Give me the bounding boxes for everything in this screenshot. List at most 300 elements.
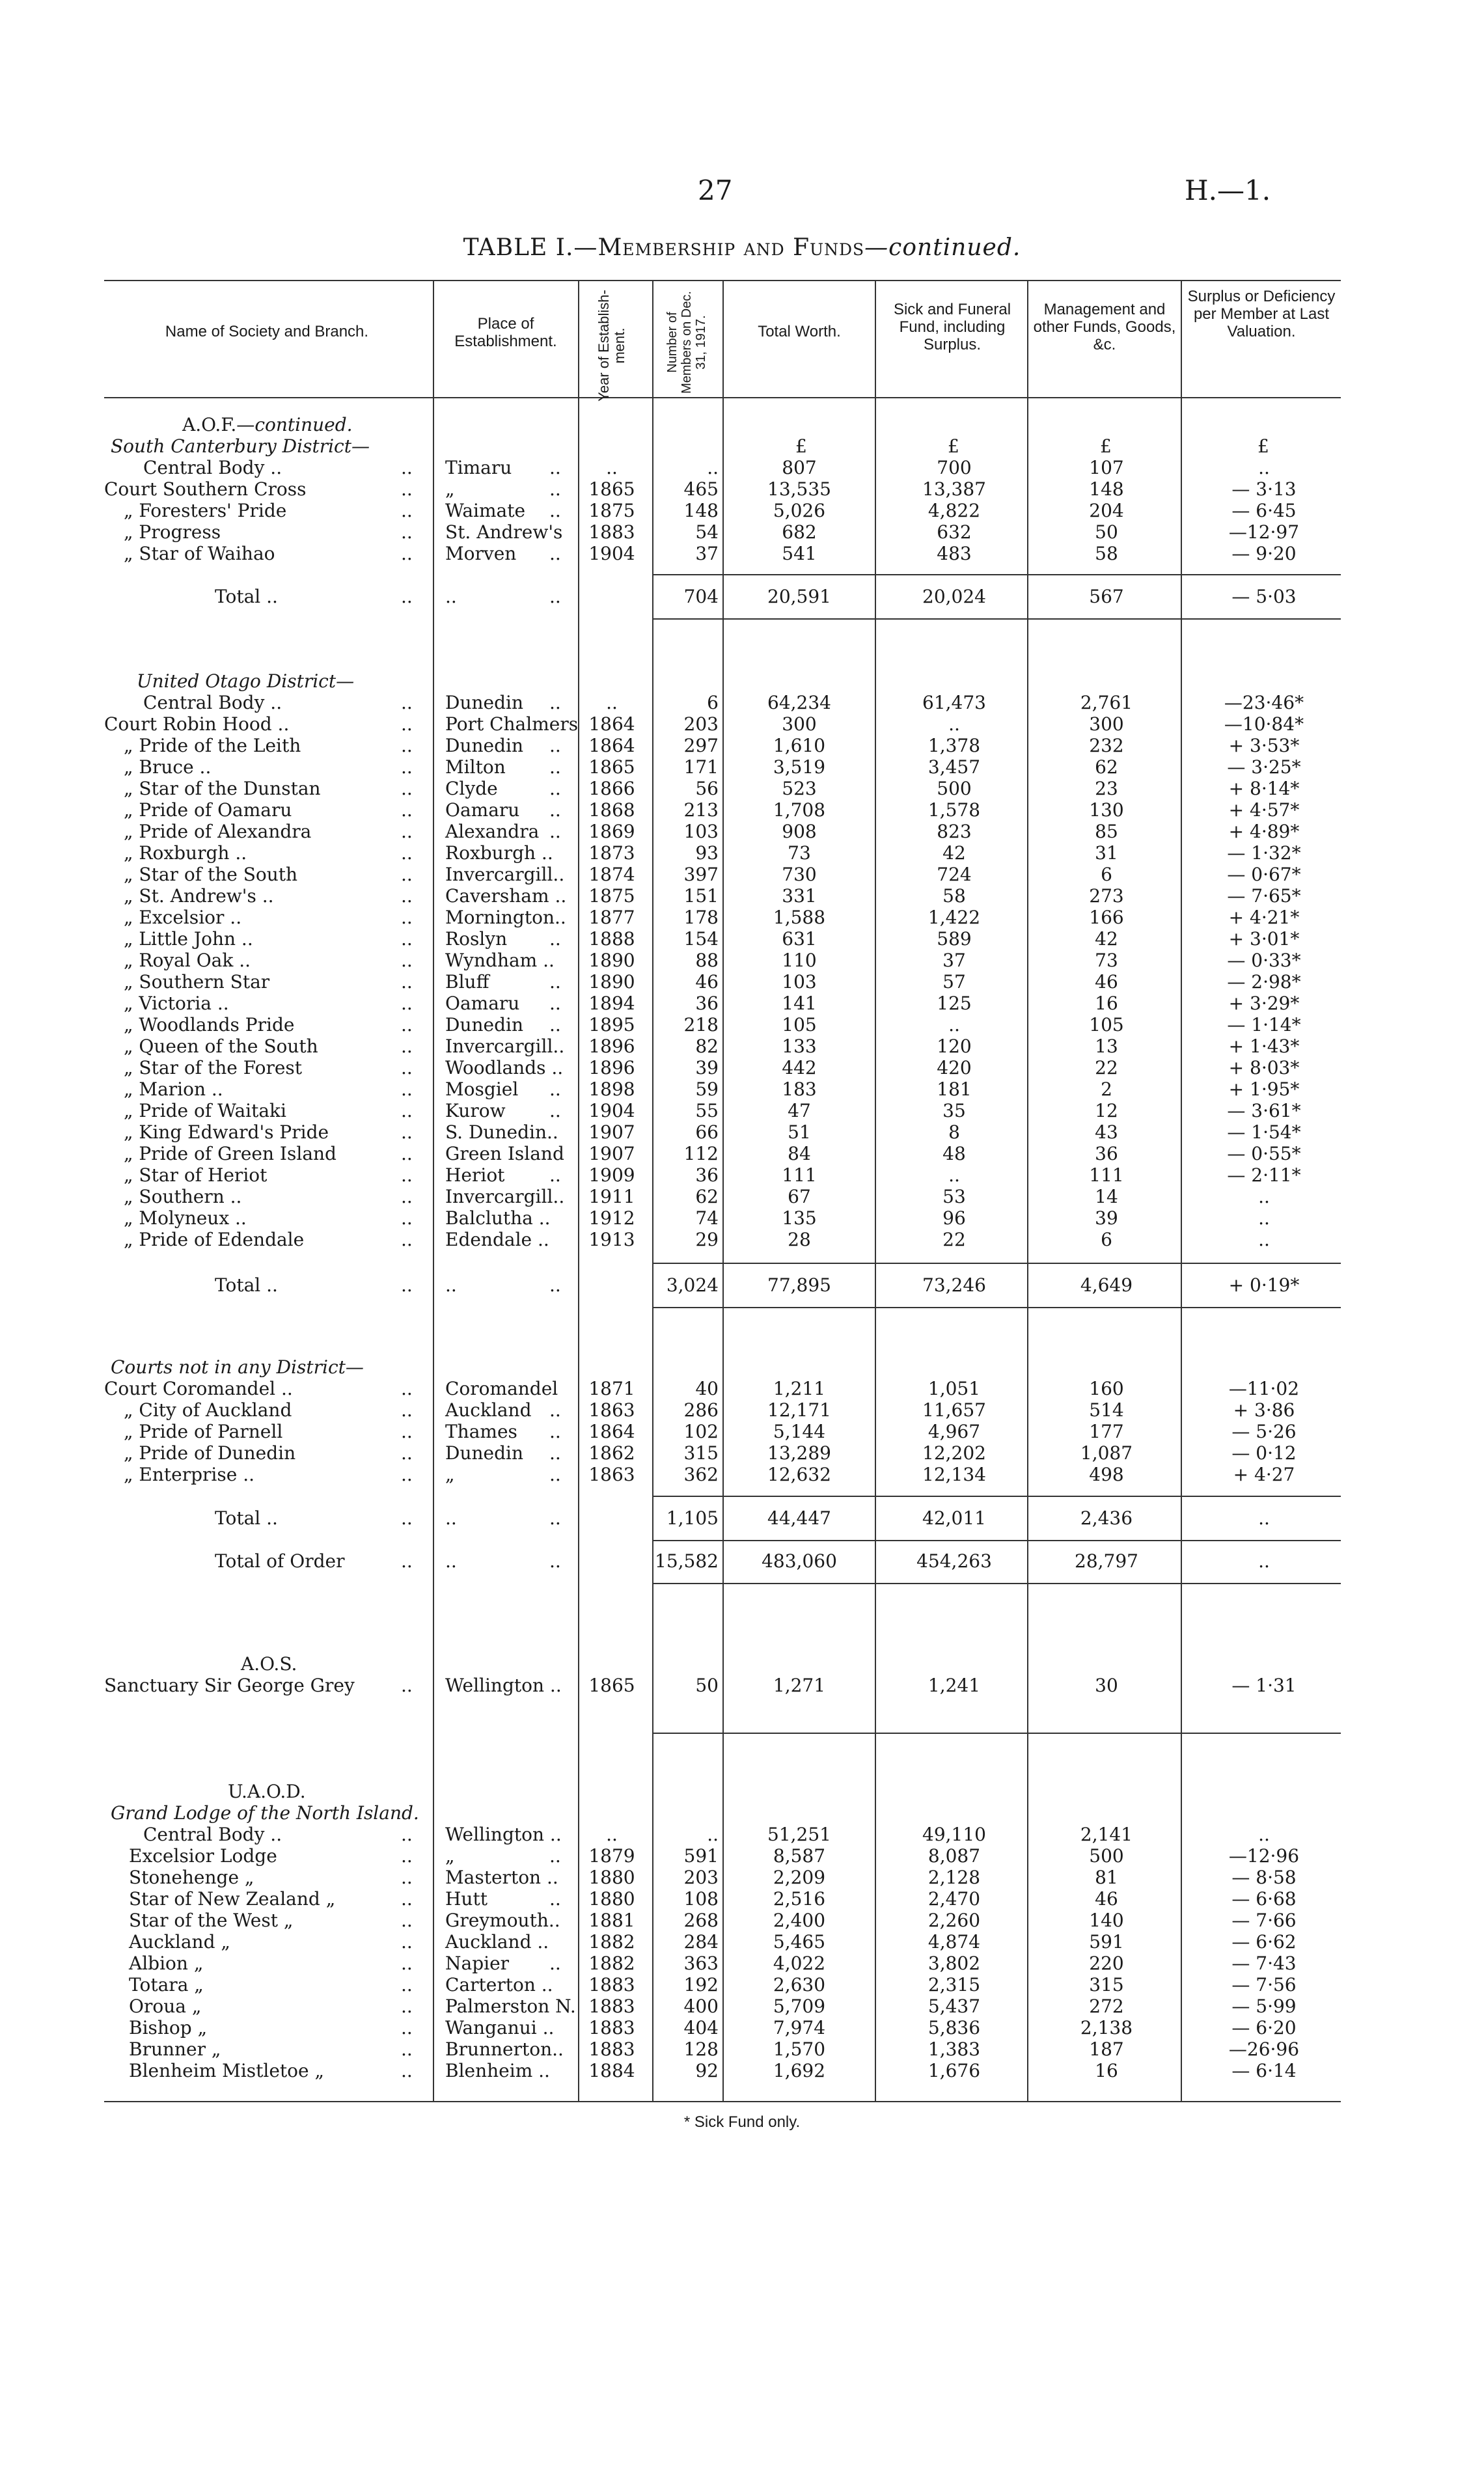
row-year: 1871 [588,1378,635,1399]
row-place-dots: .. [549,1845,561,1867]
row-management: 13 [1095,1036,1118,1057]
row-management: 107 [1089,457,1124,478]
row-name: „ Star of the Dunstan [124,778,321,799]
table-row [0,1464,1484,1485]
row-leader-dots: .. [401,928,413,950]
row-surplus: — 5·03 [1231,586,1297,607]
row-sick-fund: 4,822 [928,500,981,521]
total-rule-1 [653,574,1341,575]
row-total-worth: 133 [782,1036,817,1057]
row-management: 220 [1089,1953,1124,1974]
row-name: Central Body .. [143,692,282,713]
footnote: * Sick Fund only. [683,2113,801,2131]
row-place: Oamaru [445,799,520,821]
row-members: 192 [683,1974,719,1996]
row-total-worth: 631 [782,928,817,950]
row-name: „ Pride of Edendale [124,1229,305,1250]
row-total-worth: 103 [782,971,817,993]
row-leader-dots: .. [401,950,413,971]
row-management: 36 [1095,1143,1118,1164]
row-place-dots: .. [549,586,561,607]
table-row [0,1867,1484,1888]
row-place-dots: .. [549,778,561,799]
row-name: Sanctuary Sir George Grey [104,1675,355,1696]
row-place: .. [445,1507,457,1529]
row-leader-dots: .. [401,1421,413,1442]
row-sick-fund: 5,836 [928,2017,981,2038]
row-surplus: —23·46* [1224,692,1304,713]
table-row [0,1014,1484,1036]
row-place: Milton [445,756,506,778]
row-management: 16 [1095,993,1118,1014]
row-total-worth: 5,709 [773,1996,826,2017]
row-sick-fund: 2,315 [928,1974,981,1996]
row-leader-dots: .. [401,1036,413,1057]
row-surplus: — 7·43 [1231,1953,1297,1974]
row-year: 1883 [588,2017,635,2038]
row-total-worth: 1,692 [773,2060,826,2081]
row-year: 1911 [588,1186,635,1207]
row-name: „ Woodlands Pride [124,1014,295,1036]
row-total-worth: 110 [782,950,817,971]
table-row [0,1910,1484,1931]
row-place: Mornington.. [445,907,566,928]
row-leader-dots: .. [401,907,413,928]
row-surplus: + 4·89* [1228,821,1300,842]
row-year: 1874 [588,864,635,885]
row-sick-fund: 589 [937,928,972,950]
row-place: Thames [445,1421,517,1442]
row-year: 1896 [588,1057,635,1078]
row-leader-dots: .. [401,1888,413,1910]
row-place: .. [445,1550,457,1572]
row-members: 54 [695,521,719,543]
row-management: 58 [1095,543,1118,564]
row-name: Total .. [215,1274,278,1296]
row-leader-dots: .. [401,478,413,500]
row-sick-fund: 49,110 [922,1824,986,1845]
row-sick-fund: 57 [942,971,966,993]
table-row [0,1824,1484,1845]
table-row [0,1057,1484,1078]
row-year: 1898 [588,1078,635,1100]
row-name: „ Little John .. [124,928,253,950]
row-year: 1880 [588,1867,635,1888]
row-leader-dots: .. [401,1378,413,1399]
row-members: 363 [683,1953,719,1974]
row-year: 1865 [588,478,635,500]
row-place-dots: .. [549,478,561,500]
row-place: Auckland [445,1399,532,1421]
row-total-worth: 1,271 [773,1675,826,1696]
row-surplus: + 3·86 [1233,1399,1295,1421]
row-place: Wyndham .. [445,950,555,971]
row-surplus: — 6·20 [1231,2017,1297,2038]
row-members: 362 [683,1464,719,1485]
row-members: .. [707,1824,719,1845]
row-sick-fund: 12,202 [922,1442,986,1464]
row-place-dots: .. [549,1100,561,1121]
row-name: „ Marion .. [124,1078,223,1100]
total-rule-3b [653,1540,1341,1541]
row-management: 2 [1101,1078,1112,1100]
row-members: 178 [683,907,719,928]
row-members: 171 [683,756,719,778]
row-sick-fund: 823 [937,821,972,842]
row-name: Blenheim Mistletoe „ [129,2060,325,2081]
row-place: Brunnerton.. [445,2038,564,2060]
row-leader-dots: .. [401,1953,413,1974]
row-sick-fund: 96 [942,1207,966,1229]
row-members: 286 [683,1399,719,1421]
row-sick-fund: 42,011 [922,1507,986,1529]
row-place: Palmerston N. [445,1996,576,2017]
row-management: 130 [1089,799,1124,821]
row-place: „ [445,1845,455,1867]
row-total-worth: 541 [782,543,817,564]
row-year: 1866 [588,778,635,799]
row-name: „ Southern .. [124,1186,242,1207]
table-row [0,971,1484,993]
row-name: „ Molyneux .. [124,1207,247,1229]
row-name: „ Pride of Green Island [124,1143,337,1164]
table-row [0,778,1484,799]
row-place: Dunedin [445,692,523,713]
row-name: Albion „ [129,1953,204,1974]
row-surplus: — 8·58 [1231,1867,1297,1888]
row-name: „ Excelsior .. [124,907,242,928]
row-sick-fund: 724 [937,864,972,885]
row-place: Waimate [445,500,526,521]
row-total-worth: 12,171 [767,1399,831,1421]
row-name: „ Royal Oak .. [124,950,251,971]
row-sick-fund: 73,246 [922,1274,986,1296]
row-place: Edendale .. [445,1229,549,1250]
row-place: Hutt [445,1888,488,1910]
row-place: Oamaru [445,993,520,1014]
row-total-worth: 5,026 [773,500,826,521]
row-members: 203 [683,1867,719,1888]
row-members: 465 [683,478,719,500]
row-place-dots: .. [549,971,561,993]
row-name: „ Enterprise .. [124,1464,254,1485]
total-rule-2b [653,1307,1341,1308]
row-total-worth: 135 [782,1207,817,1229]
row-place: Port Chalmers [445,713,579,735]
row-sick-fund: 2,470 [928,1888,981,1910]
row-management: 514 [1089,1399,1124,1421]
row-sick-fund: 8 [948,1121,960,1143]
row-members: 268 [683,1910,719,1931]
row-total-worth: 300 [782,713,817,735]
row-surplus: —11·02 [1228,1378,1300,1399]
row-name: „ Pride of the Leith [124,735,301,756]
row-place: Wellington .. [445,1675,562,1696]
row-total-worth: 64,234 [767,692,831,713]
row-sick-fund: 4,874 [928,1931,981,1953]
row-year: 1888 [588,928,635,950]
row-management: 204 [1089,500,1124,521]
table-row [0,2060,1484,2081]
row-total-worth: 1,570 [773,2038,826,2060]
row-year: 1879 [588,1845,635,1867]
row-members: 6 [707,692,719,713]
row-surplus: — 2·11* [1227,1164,1301,1186]
row-year: 1863 [588,1399,635,1421]
row-place: Dunedin [445,1014,523,1036]
row-place: St. Andrew's [445,521,563,543]
row-sick-fund: .. [948,713,960,735]
table-row [0,543,1484,564]
table-row [0,1953,1484,1974]
row-members: 218 [683,1014,719,1036]
row-sick-fund: 1,378 [928,735,981,756]
row-members: 37 [695,543,719,564]
table-row [0,1121,1484,1143]
row-total-worth: 908 [782,821,817,842]
table-title-main: TABLE I.— [463,234,598,261]
row-name: „ Pride of Alexandra [124,821,312,842]
row-management: 85 [1095,821,1118,842]
row-leader-dots: .. [401,1078,413,1100]
row-members: 46 [695,971,719,993]
row-place: Dunedin [445,735,523,756]
row-leader-dots: .. [401,2017,413,2038]
row-leader-dots: .. [401,1274,413,1296]
row-management: 300 [1089,713,1124,735]
row-leader-dots: .. [401,1121,413,1143]
row-management: 1,087 [1080,1442,1133,1464]
row-leader-dots: .. [401,821,413,842]
row-name: „ Star of Waihao [124,543,275,564]
row-members: 284 [683,1931,719,1953]
row-surplus: —12·97 [1228,521,1300,543]
row-name: „ Roxburgh .. [124,842,247,864]
row-leader-dots: .. [401,1675,413,1696]
row-surplus: .. [1258,1186,1270,1207]
row-place: Timaru [445,457,512,478]
table-row [0,2038,1484,2060]
row-leader-dots: .. [401,1464,413,1485]
table-row [0,735,1484,756]
row-sick-fund: 700 [937,457,972,478]
row-management: 22 [1095,1057,1118,1078]
row-surplus: .. [1258,1824,1270,1845]
row-surplus: — 1·31 [1231,1675,1297,1696]
row-name: Stonehenge „ [129,1867,254,1888]
row-place: Bluff [445,971,489,993]
row-name: Central Body .. [143,1824,282,1845]
row-name: Totara „ [129,1974,204,1996]
row-sick-fund: 1,676 [928,2060,981,2081]
row-total-worth: 84 [788,1143,811,1164]
row-year: 1883 [588,1974,635,1996]
row-members: 39 [695,1057,719,1078]
row-sick-fund: 1,051 [928,1378,981,1399]
row-sick-fund: .. [948,1164,960,1186]
row-place: Coromandel [445,1378,558,1399]
row-year: 1865 [588,756,635,778]
row-surplus: — 5·99 [1231,1996,1297,2017]
row-surplus: + 3·01* [1228,928,1300,950]
col-header-sick-fund: Sick and Funeral Fund, including Surplus. [893,301,1011,353]
row-surplus: + 3·29* [1228,993,1300,1014]
row-leader-dots: .. [401,1974,413,1996]
col-header-surplus: Surplus or Deficiency per Member at Last Valuation. [1187,288,1336,340]
row-surplus: — 6·68 [1231,1888,1297,1910]
row-place: „ [445,1464,455,1485]
row-total-worth: 183 [782,1078,817,1100]
row-name: „ Star of the South [124,864,298,885]
row-management: 2,141 [1080,1824,1133,1845]
row-surplus: .. [1258,1550,1270,1572]
row-total-worth: 483,060 [762,1550,837,1572]
row-total-worth: 5,465 [773,1931,826,1953]
row-total-worth: 13,535 [767,478,831,500]
row-leader-dots: .. [401,1845,413,1867]
row-place-dots: .. [549,799,561,821]
row-total-worth: 807 [782,457,817,478]
row-place: Wellington .. [445,1824,562,1845]
row-leader-dots: .. [401,1442,413,1464]
row-name: „ Star of the Forest [124,1057,303,1078]
row-management: 2,138 [1080,2017,1133,2038]
row-name: „ Star of Heriot [124,1164,268,1186]
row-members: 103 [683,821,719,842]
row-place: Woodlands .. [445,1057,564,1078]
row-surplus: + 4·21* [1228,907,1300,928]
row-management: 4,649 [1080,1274,1133,1296]
row-sick-fund: 12,134 [922,1464,986,1485]
row-management: 140 [1089,1910,1124,1931]
row-management: 567 [1089,586,1124,607]
row-leader-dots: .. [401,2038,413,2060]
table-row [0,1931,1484,1953]
row-management: 62 [1095,756,1118,778]
table-row [0,928,1484,950]
row-place: „ [445,478,455,500]
row-leader-dots: .. [401,692,413,713]
table-row [0,1845,1484,1867]
row-place-dots: .. [549,1421,561,1442]
row-name: „ Victoria .. [124,993,229,1014]
row-place: Blenheim .. [445,2060,550,2081]
row-place-dots: .. [549,1014,561,1036]
row-sick-fund: 632 [937,521,972,543]
row-management: 315 [1089,1974,1124,1996]
row-surplus: + 4·27 [1233,1464,1295,1485]
row-place: Invercargill.. [445,1186,565,1207]
row-members: 1,105 [666,1507,719,1529]
row-members: 591 [683,1845,719,1867]
row-total-worth: 1,708 [773,799,826,821]
row-sick-fund: 125 [937,993,972,1014]
row-total-worth: 13,289 [767,1442,831,1464]
row-year: 1864 [588,713,635,735]
row-management: 6 [1101,864,1112,885]
row-sick-fund: 58 [942,885,966,907]
currency-sick-fund: £ [948,435,959,457]
row-leader-dots: .. [401,864,413,885]
table-bottom-rule [104,2101,1341,2102]
row-name: „ Queen of the South [124,1036,318,1057]
row-sick-fund: 2,260 [928,1910,981,1931]
row-total-worth: 2,209 [773,1867,826,1888]
row-place: Invercargill.. [445,1036,565,1057]
row-leader-dots: .. [401,713,413,735]
total-rule-1b [653,618,1341,620]
row-leader-dots: .. [401,1910,413,1931]
row-total-worth: 2,516 [773,1888,826,1910]
row-total-worth: 77,895 [767,1274,831,1296]
table-row [0,1186,1484,1207]
row-management: 31 [1095,842,1118,864]
row-total-worth: 730 [782,864,817,885]
row-sick-fund: 1,578 [928,799,981,821]
row-name: Star of the West „ [129,1910,294,1931]
row-sick-fund: 3,802 [928,1953,981,1974]
row-leader-dots: .. [401,756,413,778]
row-place-dots: .. [549,1078,561,1100]
section-grand-lodge: Grand Lodge of the North Island. [111,1802,419,1824]
row-management: 42 [1095,928,1118,950]
row-management: 46 [1095,971,1118,993]
col-header-members: Number of Members on Dec. 31, 1917. [665,291,708,394]
row-leader-dots: .. [401,2060,413,2081]
row-year: 1865 [588,1675,635,1696]
row-surplus: — 7·56 [1231,1974,1297,1996]
table-row [0,1421,1484,1442]
row-management: 177 [1089,1421,1124,1442]
row-year: 1890 [588,971,635,993]
row-total-worth: 44,447 [767,1507,831,1529]
row-leader-dots: .. [401,735,413,756]
row-members: 62 [695,1186,719,1207]
section-aof-continued: continued. [254,414,353,435]
row-place-dots: .. [549,1399,561,1421]
total-rule-3 [653,1496,1341,1497]
row-sick-fund: 500 [937,778,972,799]
row-members: 36 [695,993,719,1014]
row-year: 1880 [588,1888,635,1910]
row-surplus: — 9·20 [1231,543,1297,564]
table-row [0,799,1484,821]
row-sick-fund: 53 [942,1186,966,1207]
row-management: 591 [1089,1931,1124,1953]
row-name: Bishop „ [129,2017,208,2038]
table-row [0,478,1484,500]
table-title [0,234,1484,261]
row-surplus: — 1·14* [1227,1014,1301,1036]
row-total-worth: 7,974 [773,2017,826,2038]
row-management: 2,436 [1080,1507,1133,1529]
row-members: 297 [683,735,719,756]
row-year: 1863 [588,1464,635,1485]
row-year: 1881 [588,1910,635,1931]
row-leader-dots: .. [401,1824,413,1845]
row-total-worth: 442 [782,1057,817,1078]
row-sick-fund: 37 [942,950,966,971]
table-row [0,1550,1484,1572]
row-total-worth: 4,022 [773,1953,826,1974]
row-leader-dots: .. [401,1057,413,1078]
table-row [0,2017,1484,2038]
row-place: S. Dunedin.. [445,1121,558,1143]
row-place-dots: .. [549,1550,561,1572]
row-name: „ Pride of Oamaru [124,799,292,821]
table-row [0,692,1484,713]
row-place: Dunedin [445,1442,523,1464]
